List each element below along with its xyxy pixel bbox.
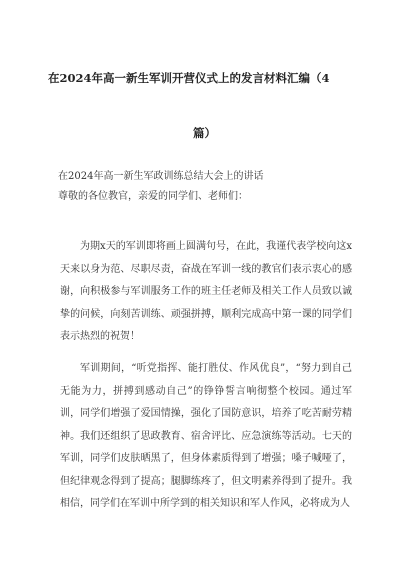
salutation: 尊敬的各位教官，亲爱的同学们、老师们： — [58, 191, 248, 202]
document-title-line-2: 篇） — [193, 126, 216, 140]
speech-subtitle: 在2024年高一新生军政训练总结大会上的讲话 — [58, 171, 264, 182]
paragraph-1: 为期x天的军训即将画上圆满句号，在此，我谨代表学校向这x天来以身为范、尽职尽责，奋战在军训一线的教官们表示衷心的感谢，向积极参与军训服务工作的班主任老师及相关工作人员致以诚挚的问候，向刻苦训练、顽强拼搏，顺利完成高中第一课的同学们表示热烈的祝贺！ — [60, 241, 352, 342]
paragraph-2: 军训期间，“听党指挥、能打胜仗、作风优良”，“努力到自己无能为力，拼搏到感动自己”的铮铮誓言响彻整个校园。通过军训，同学们增强了爱国情操，强化了国防意识，培养了吃苦耐劳精神。我们还组织了思政教育、宿舍评比、应急演练等活动。七天的军训，同学们皮肤晒黑了，但身体素质得到了增强；嗓子喊哑了，但纪律观念得到了提高；腿脚练疼了，但文明素养得到了提升。我相信，同学们在军训中所学到的相关知识和军人作风，必将成为人 — [60, 363, 352, 509]
document-title-line-1: 在2024年高一新生军训开营仪式上的发言材料汇编（4 — [48, 71, 330, 85]
